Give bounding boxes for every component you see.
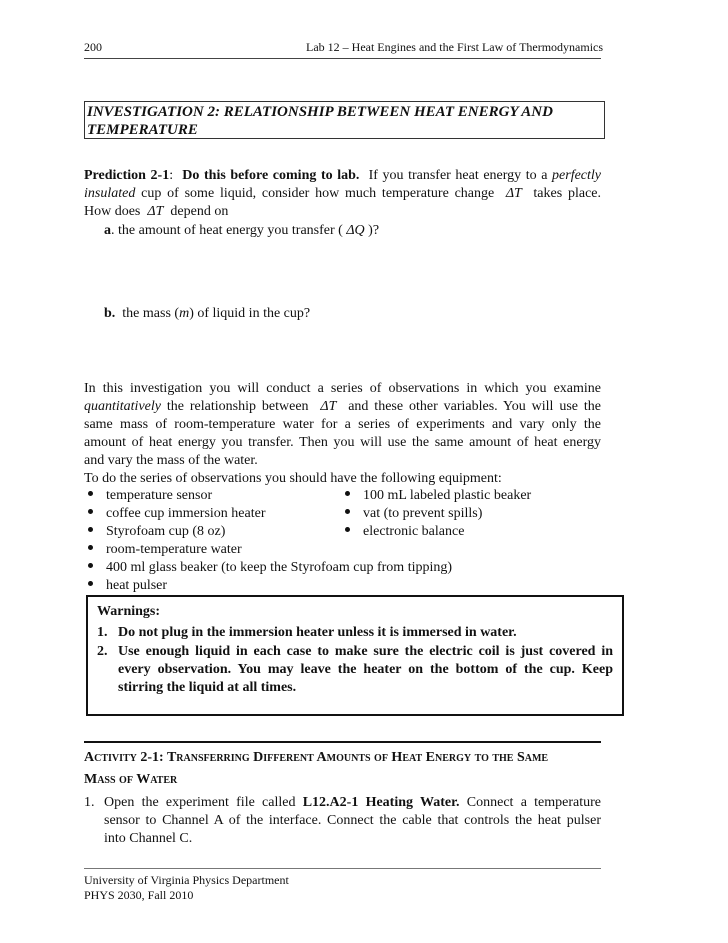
warning-2-line-1: Use enough liquid in each case to make sure the electric coil is just covered in [118,644,613,659]
prediction-text-a: If you transfer heat energy to a [368,168,548,183]
warnings-title: Warnings: [97,604,161,619]
equipment-item [345,487,531,505]
investigation-heading-line2: TEMPERATURE [87,122,198,138]
equipment-item-label: Styrofoam cup (8 oz) [106,524,226,539]
intro-quantitatively: quantitatively [84,399,161,414]
intro-line-1: In this investigation you will conduct a series of observations in which you examine [84,381,601,396]
warning-1-text: Do not plug in the immersion heater unless it is immersed in water. [118,625,517,640]
bullet-icon [345,509,350,514]
equipment-item [345,505,482,523]
warning-2-line-3: stirring the liquid at all times. [118,680,297,695]
intro-paragraph [84,380,601,470]
equipment-item [88,577,167,595]
bullet-icon [88,527,93,532]
question-b-m: m [179,306,190,321]
equipment-intro: To do the series of observations you should have the following equipment: [84,471,502,486]
prediction-delta-t: ΔT [505,186,522,201]
equipment-item [88,523,225,541]
bullet-icon [88,545,93,550]
equipment-item-label: electronic balance [363,524,465,539]
prediction-line-2 [84,185,601,203]
prediction-label: Prediction 2-1 [84,168,170,183]
bullet-icon [88,491,93,496]
step-1-line-1 [104,794,601,812]
investigation-heading-line1: INVESTIGATION 2: RELATIONSHIP BETWEEN HEAT ENERGY AND [87,104,553,120]
bullet-icon [345,491,350,496]
question-a-label: a [104,223,111,238]
intro-l2: the relationship between [166,399,309,414]
prediction-line-3 [84,203,601,221]
intro-line-3: same mass of room-temperature water for a series of experiments and vary only the [84,417,601,432]
equipment-item-label: 100 mL labeled plastic beaker [363,488,532,503]
equipment-list [84,487,604,595]
equipment-item-label: coffee cup immersion heater [106,506,266,521]
step-1-number: 1. [84,795,95,810]
equipment-item-label: vat (to prevent spills) [363,506,483,521]
prediction-text-c: takes place. [533,186,602,201]
running-title: Lab 12 – Heat Engines and the First Law of Thermodynamics [306,40,604,54]
equipment-item [88,541,242,559]
prediction-insulated: insulated [84,186,136,201]
intro-line-5: and vary the mass of the water. [84,453,258,468]
equipment-item [88,487,212,505]
equipment-item [88,505,266,523]
prediction-line-1 [84,167,601,185]
intro-line-4: amount of heat energy you transfer. Then you will use the same amount of heat energy [84,435,601,450]
step-1-file: L12.A2-1 Heating Water. [302,795,460,810]
warning-1-number: 1. [97,625,108,640]
equipment-item-label: temperature sensor [106,488,213,503]
bullet-icon [88,581,93,586]
question-a [104,222,379,240]
prediction-text-d: How does [84,204,141,219]
footer-line-1: University of Virginia Physics Department [84,873,289,887]
equipment-item [88,559,452,577]
intro-line-2 [84,398,601,416]
header-divider [84,58,601,59]
question-b-text: the mass ( [122,306,180,321]
question-b [104,305,310,323]
equipment-item-label: room-temperature water [106,542,242,557]
question-a-text: . the amount of heat energy you transfer ( [111,223,343,238]
prediction-text-e: depend on [170,204,229,219]
step-1-text-a: Open the experiment file called [104,795,296,810]
step-1 [104,794,601,848]
prediction-paragraph [84,167,601,221]
step-1-line-2: sensor to Channel A of the interface. Connect the cable that controls the heat pulser [104,813,601,828]
prediction-perfectly: perfectly [552,168,602,183]
equipment-item [345,523,464,541]
question-a-end: )? [368,223,380,238]
question-b-end: ) of liquid in the cup? [189,306,311,321]
page-number: 200 [84,40,102,54]
prediction-instruction: Do this before coming to lab. [182,168,360,183]
activity-title-line1: Activity 2-1: Transferring Different Amounts of Heat Energy to the Same [84,750,549,765]
warning-2-number: 2. [97,644,108,659]
question-b-label: b. [104,306,116,321]
prediction-text-b: cup of some liquid, consider how much temperature change [141,186,495,201]
warning-2-text [118,643,613,697]
prediction-delta-t-2: ΔT [147,204,164,219]
step-1-text-b: Connect a temperature [459,795,602,810]
intro-l2b: and these other variables. You will use the [348,399,602,414]
bullet-icon [88,509,93,514]
footer-line-2: PHYS 2030, Fall 2010 [84,888,194,902]
footer-divider [84,868,601,869]
bullet-icon [345,527,350,532]
intro-delta-t: ΔT [320,399,337,414]
step-1-line-3: into Channel C. [104,831,193,846]
equipment-item-label: 400 ml glass beaker (to keep the Styrofoam cup from tipping) [106,560,453,575]
bullet-icon [88,563,93,568]
activity-title-line2: Mass of Water [84,772,178,787]
prediction-colon: : [169,168,174,183]
warning-2-line-2: every observation. You may leave the heater on the bottom of the cup. Keep [118,662,613,677]
activity-divider [84,741,601,743]
question-a-delta-q: ΔQ [346,223,365,238]
equipment-item-label: heat pulser [106,578,168,593]
investigation-heading [84,101,605,139]
activity-title [84,747,601,791]
